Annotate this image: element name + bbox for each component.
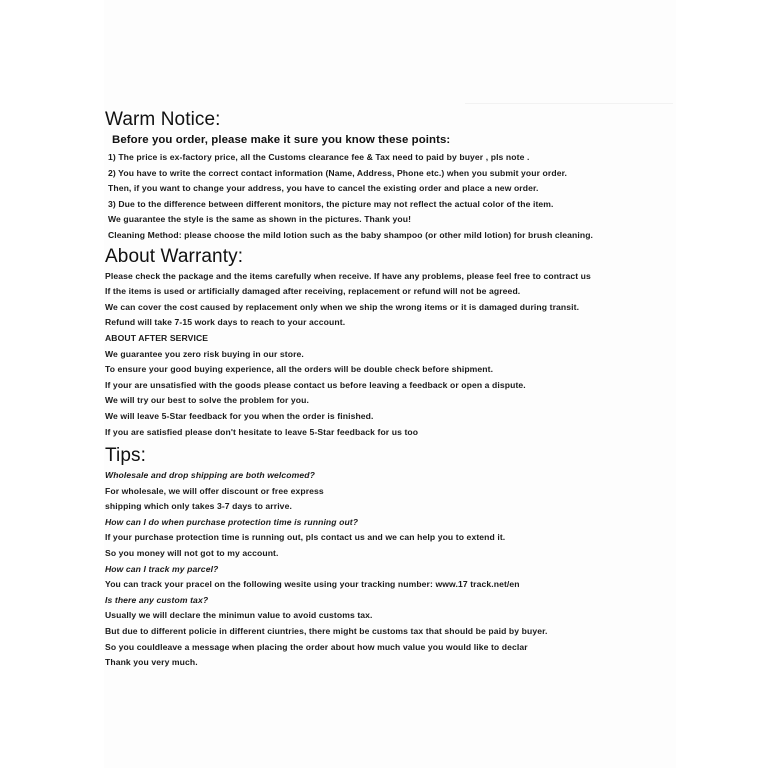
warranty-line: If your are unsatisfied with the goods please contact us before leaving a feedback or open a dispute.	[105, 379, 526, 390]
warranty-line: We can cover the cost caused by replacement only when we ship the wrong items or it is damaged during transit.	[105, 301, 580, 312]
notice-line: Then, if you want to change your address, you have to cancel the existing order and place a new order.	[108, 183, 539, 194]
warm-notice-list	[105, 150, 665, 244]
faq-answer: Usually we will declare the minimun value to avoid customs tax.	[105, 610, 373, 621]
warranty-list	[105, 269, 665, 441]
divider-line	[465, 103, 673, 104]
warranty-line: We guarantee you zero risk buying in our store.	[105, 348, 304, 359]
warranty-line: Refund will take 7-15 work days to reach to your account.	[105, 317, 346, 328]
notice-line: Cleaning Method: please choose the mild lotion such as the baby shampoo (or other mild lotion) for brush cleaning.	[108, 229, 594, 240]
warm-notice-section	[105, 108, 665, 244]
warm-notice-title: Warm Notice:	[105, 109, 221, 130]
notice-line: 3) Due to the difference between different monitors, the picture may not reflect the actual color of the item.	[108, 198, 554, 209]
tips-list	[105, 468, 665, 671]
tips-title: Tips:	[105, 445, 146, 467]
faq-question: Wholesale and drop shipping are both welcomed?	[105, 470, 315, 481]
faq-answer: You can track your pracel on the following wesite using your tracking number: www.17 track.net/en	[105, 579, 520, 590]
faq-answer: But due to different policie in different ciuntries, there might be customs tax that should be paid by buyer.	[105, 626, 548, 637]
faq-question: How can I do when purchase protection time is running out?	[105, 516, 359, 527]
faq-question: Is there any custom tax?	[105, 594, 209, 605]
faq-question: How can I track my parcel?	[105, 563, 219, 574]
warranty-line: Please check the package and the items carefully when receive. If have any problems, please feel free to contract us	[105, 270, 591, 281]
warranty-line: To ensure your good buying experience, all the orders will be double check before shipment.	[105, 364, 494, 375]
faq-answer: If your purchase protection time is running out, pls contact us and we can help you to extend it.	[105, 532, 506, 543]
warranty-line: If the items is used or artificially damaged after receiving, replacement or refund will not be agreed.	[105, 286, 521, 297]
faq-answer: So you money will not got to my account.	[105, 548, 279, 559]
warranty-line: We will try our best to solve the problem for you.	[105, 395, 309, 406]
faq-answer: So you couldleave a message when placing the order about how much value you would like to declar	[105, 641, 528, 652]
faq-answer: shipping which only takes 3-7 days to arrive.	[105, 501, 292, 512]
warranty-title: About Warranty:	[105, 245, 244, 267]
warm-notice-lead: Before you order, please make it sure you know these points:	[112, 134, 451, 146]
faq-answer: For wholesale, we will offer discount or free express	[105, 485, 324, 496]
warranty-line: We will leave 5-Star feedback for you when the order is finished.	[105, 410, 374, 421]
after-service-heading: ABOUT AFTER SERVICE	[105, 332, 209, 343]
notice-line: 2) You have to write the correct contact information (Name, Address, Phone etc.) when you submit your order.	[108, 167, 568, 178]
notice-content	[105, 108, 665, 671]
warranty-line: If you are satisfied please don't hesitate to leave 5-Star feedback for us too	[105, 426, 419, 437]
tips-section	[105, 444, 665, 671]
notice-line: 1) The price is ex-factory price, all the Customs clearance fee & Tax need to paid by buyer , pls note .	[108, 152, 530, 162]
warranty-section	[105, 245, 665, 441]
faq-answer: Thank you very much.	[105, 657, 198, 668]
notice-line: We guarantee the style is the same as shown in the pictures. Thank you!	[108, 214, 412, 225]
